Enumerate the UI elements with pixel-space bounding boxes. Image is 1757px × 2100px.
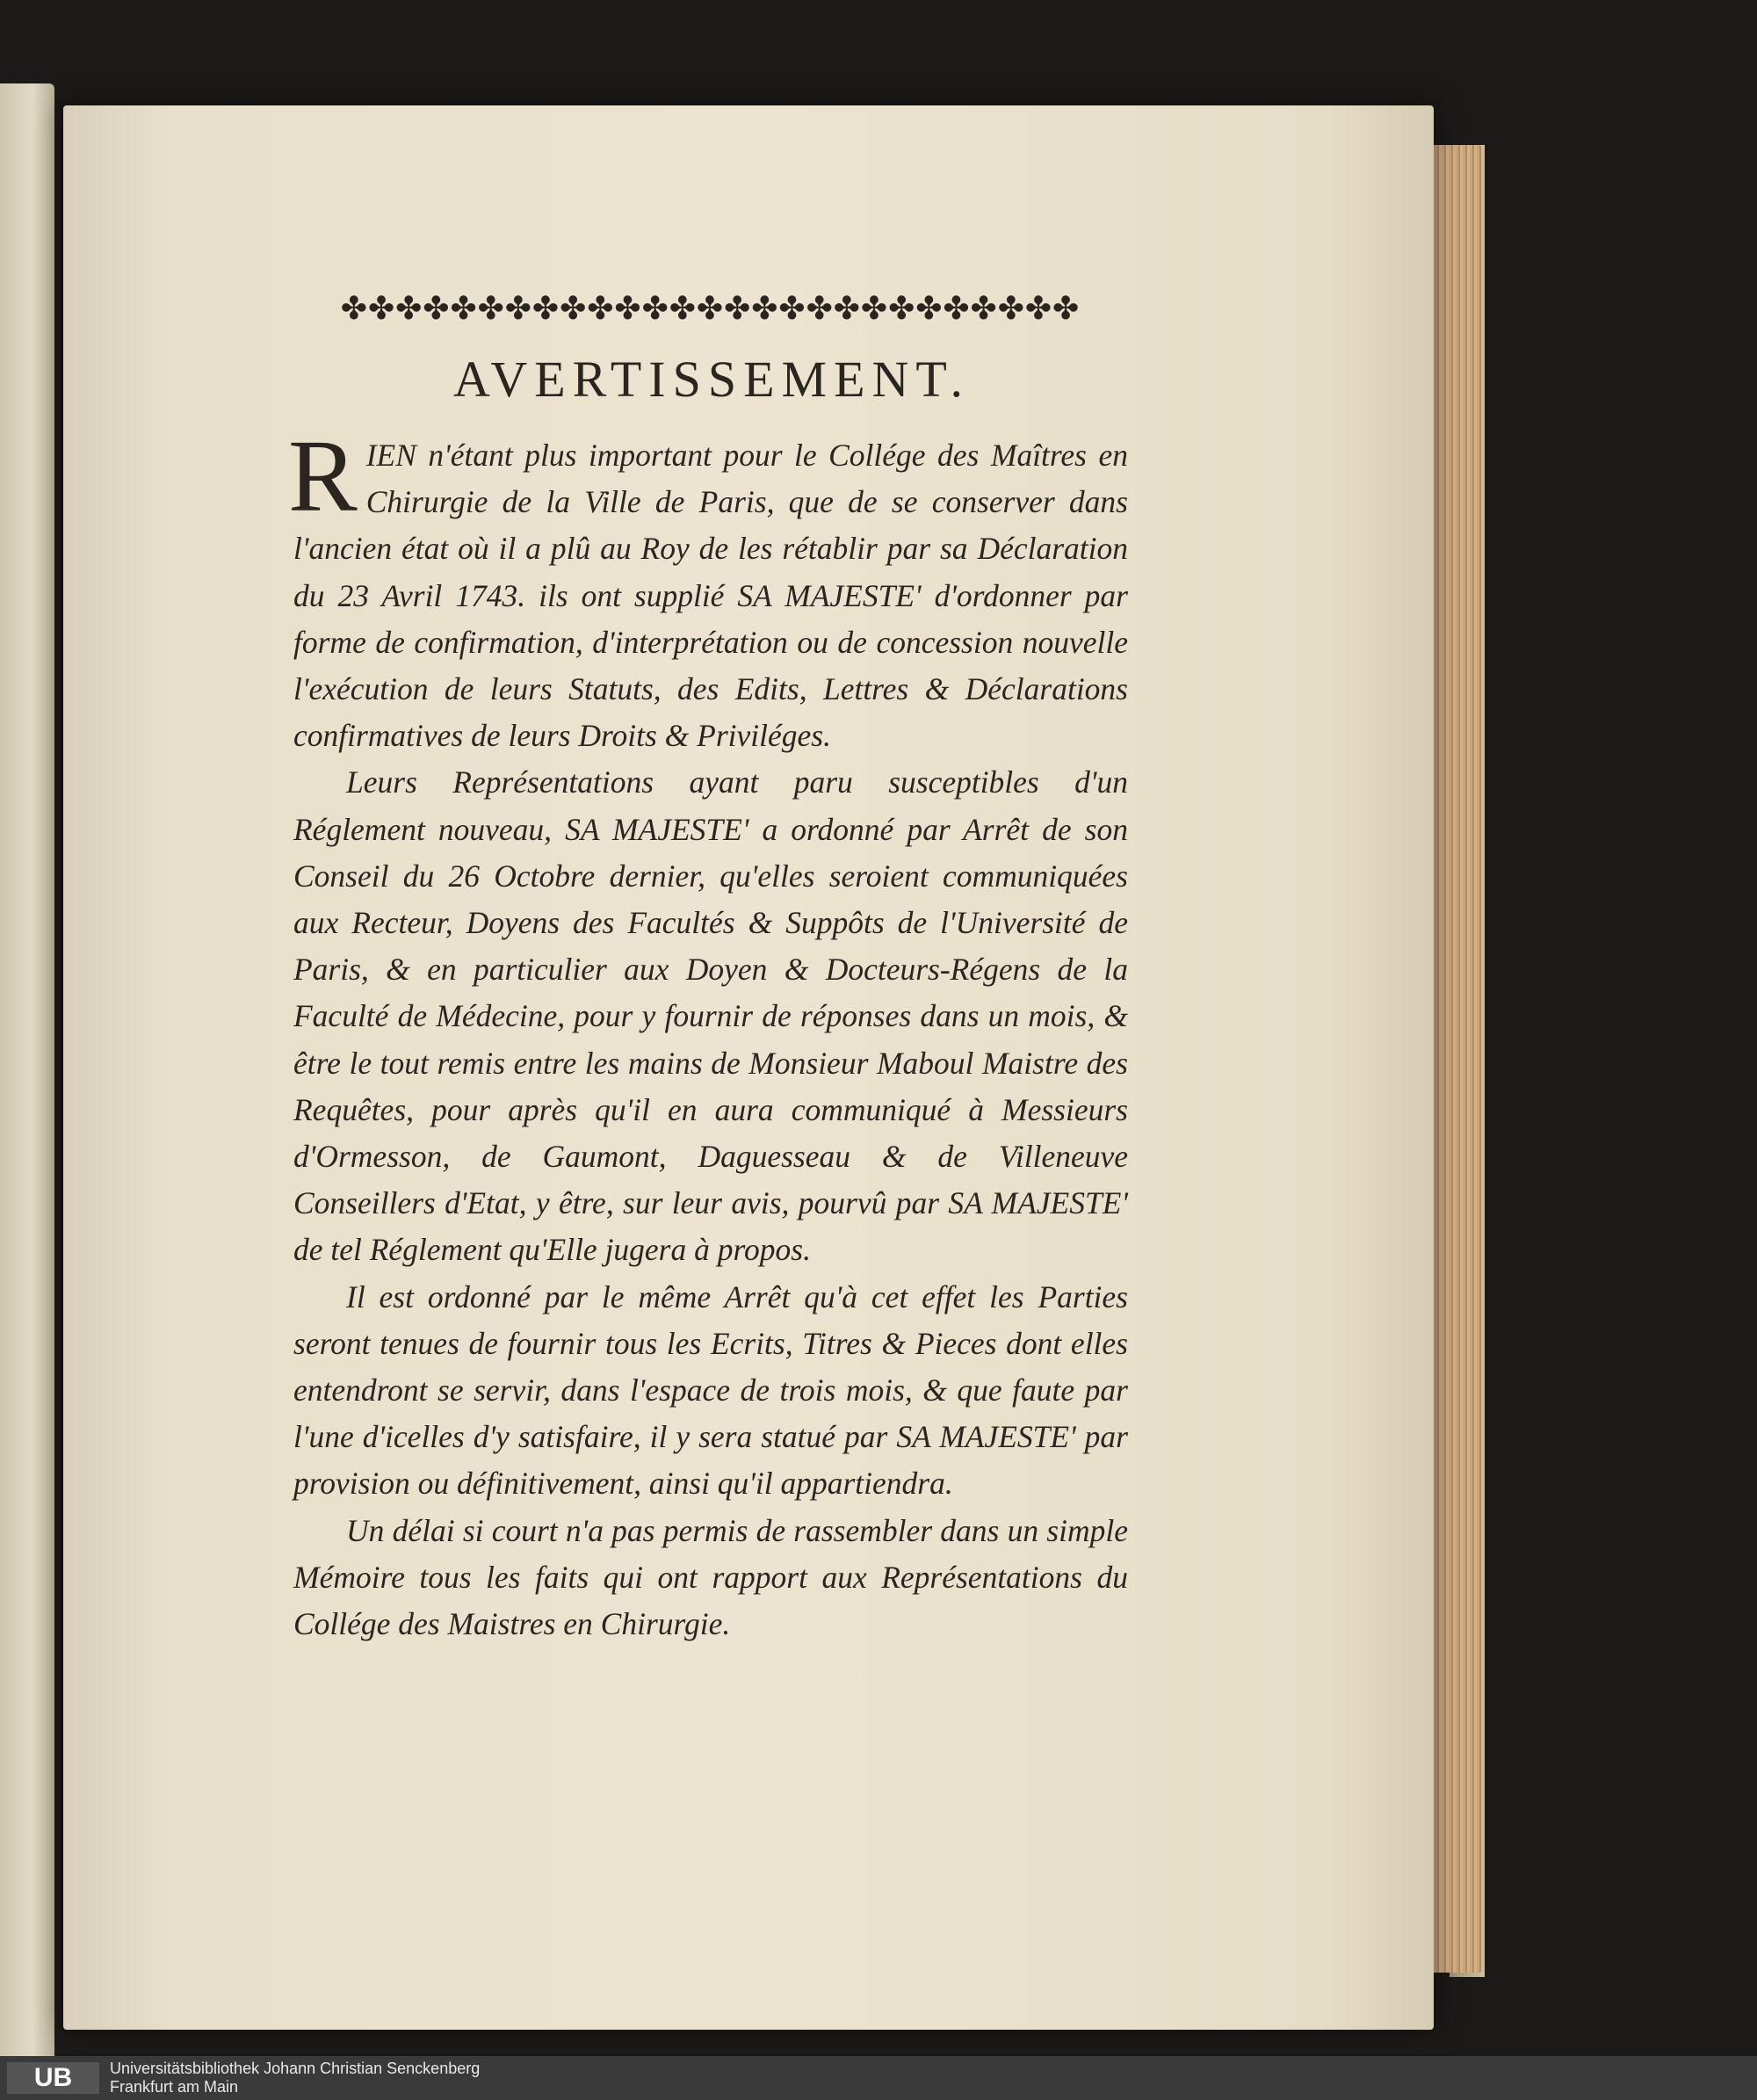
ornamental-headband: ✤✤✤✤✤✤✤✤✤✤✤✤✤✤✤✤✤✤✤✤✤✤✤✤✤✤✤ — [340, 293, 1081, 324]
body-text — [288, 418, 1128, 1647]
paragraph-4: Un délai si court n'a pas permis de rassembler dans un simple Mémoire tous les faits qui ont rapport aux Représentations du Collége des Maistres en Chirurgie. — [293, 1512, 1128, 1642]
library-name: Universitätsbibliothek Johann Christian Senckenberg — [110, 2060, 481, 2077]
library-logo: UB — [7, 2062, 99, 2094]
drop-cap: R — [288, 418, 358, 533]
paragraph-2: Leurs Représentations ayant paru susceptibles d'un Réglement nouveau, SA MAJESTE' a ordonné par Arrêt de son Conseil du 26 Octobre dernier, qu'elles seroient communiquées aux Recteur, Doyens des Facultés & Suppôts de l'Université de Paris, & en particulier aux Doyen & Docteurs-Régens de la Faculté de Médecine, pour y fournir de réponses dans un mois, & être le tout remis entre les mains de Monsieur Maboul Maistre des Requêtes, pour après qu'il en aura communiqué à Messieurs d'Ormesson, de Gaumont, Daguesseau & de Villeneuve Conseillers d'Etat, y être, sur leur avis, pourvû par SA MAJESTE' de tel Réglement qu'Elle jugera à propos. — [293, 764, 1128, 1268]
library-footer — [0, 2056, 1757, 2100]
facing-page-edge — [0, 83, 54, 2060]
page-block-edge — [1428, 145, 1482, 1973]
paragraph-1-text: IEN n'étant plus important pour le Collége des Maîtres en Chirurgie de la Ville de Paris, que de se conserver dans l'ancien état où il a plû au Roy de les rétablir par sa Déclaration du 23 Avril 1743. ils ont supplié SA MAJESTE' d'ordonner par forme de confirmation, d'interprétation ou de concession nouvelle l'exécution de leurs Statuts, des Edits, Lettres & Déclarations confirmatives de leurs Droits & Priviléges. — [293, 438, 1128, 754]
paragraph-1 — [288, 418, 1128, 759]
paragraph-3: Il est ordonné par le même Arrêt qu'à cet effet les Parties seront tenues de fournir tous les Ecrits, Titres & Pieces dont elles entendront se servir, dans l'espace de trois mois, & que faute par l'une d'icelles d'y satisfaire, il y sera statué par SA MAJESTE' par provision ou définitivement, ainsi qu'il appartiendra. — [293, 1278, 1128, 1502]
library-location: Frankfurt am Main — [110, 2078, 239, 2096]
page-title: AVERTISSEMENT. — [452, 351, 971, 408]
